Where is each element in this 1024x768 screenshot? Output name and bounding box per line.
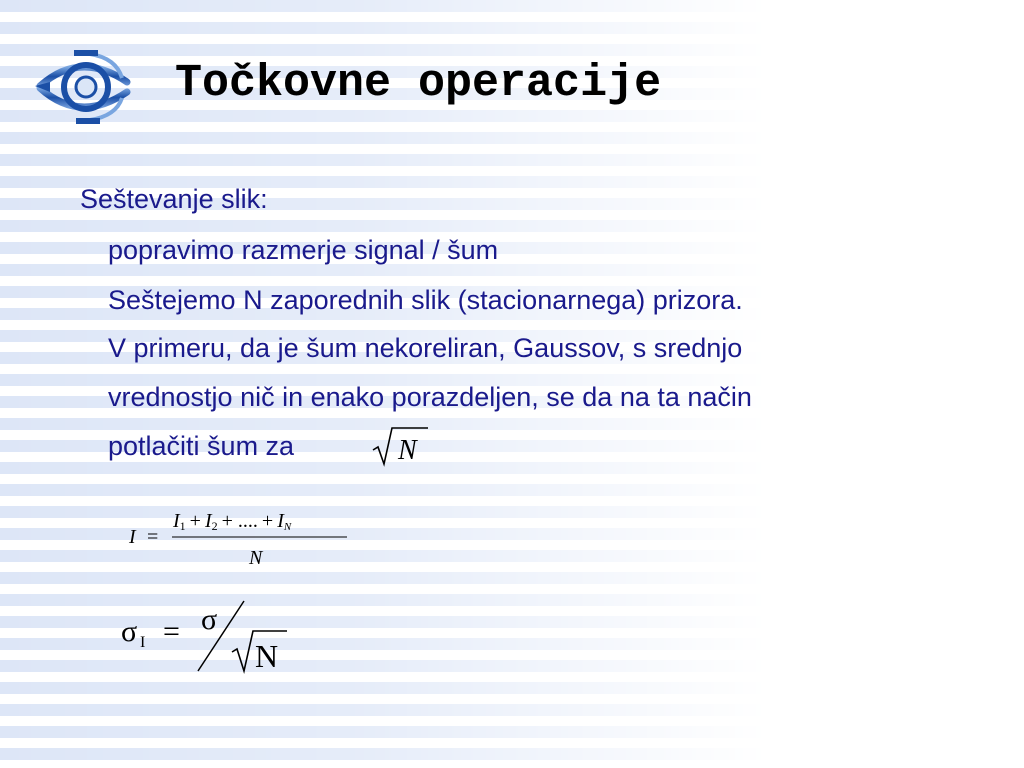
sigma-formula	[115, 595, 295, 680]
sigma-num: σ	[201, 603, 218, 636]
sqrt-n-inline-formula	[370, 422, 432, 468]
svg-text:I1+I2+ ....+IN	[172, 510, 292, 533]
num-i2: I	[204, 510, 212, 532]
sigma-eq: =	[163, 615, 180, 648]
sqrt-n-var: N	[398, 435, 417, 466]
mean-eq: =	[147, 526, 159, 548]
num-in: I	[277, 510, 284, 532]
mean-denominator: N	[249, 547, 263, 569]
slide-title: Točkovne operacije	[175, 58, 662, 109]
sigma-lhs: σ	[121, 615, 138, 648]
body-line-1: popravimo razmerje signal / šum	[108, 235, 499, 265]
eye-logo-icon	[32, 42, 132, 132]
mean-formula	[125, 505, 355, 571]
num-i1: I	[173, 510, 180, 532]
mean-lhs: I	[129, 526, 136, 548]
body-line-2: Seštejemo N zaporednih slik (stacionarnega) prizora.	[108, 285, 743, 315]
num-sub2: 2	[211, 519, 218, 533]
num-plus1: +	[189, 510, 201, 532]
num-plus3: +	[261, 510, 274, 532]
body-line-3: V primeru, da je šum nekoreliran, Gaussov, s srednjo	[108, 333, 743, 363]
section-heading: Seštevanje slik:	[80, 184, 268, 214]
num-subn: N	[283, 521, 292, 533]
body-line-4: vrednostjo nič in enako porazdeljen, se da na ta način	[108, 382, 752, 412]
sigma-lhs-sub: I	[140, 634, 146, 651]
sigma-den: N	[255, 638, 279, 674]
num-dots: + ....	[221, 510, 258, 532]
num-sub1: 1	[179, 519, 186, 533]
body-line-5: potlačiti šum za	[108, 431, 295, 461]
